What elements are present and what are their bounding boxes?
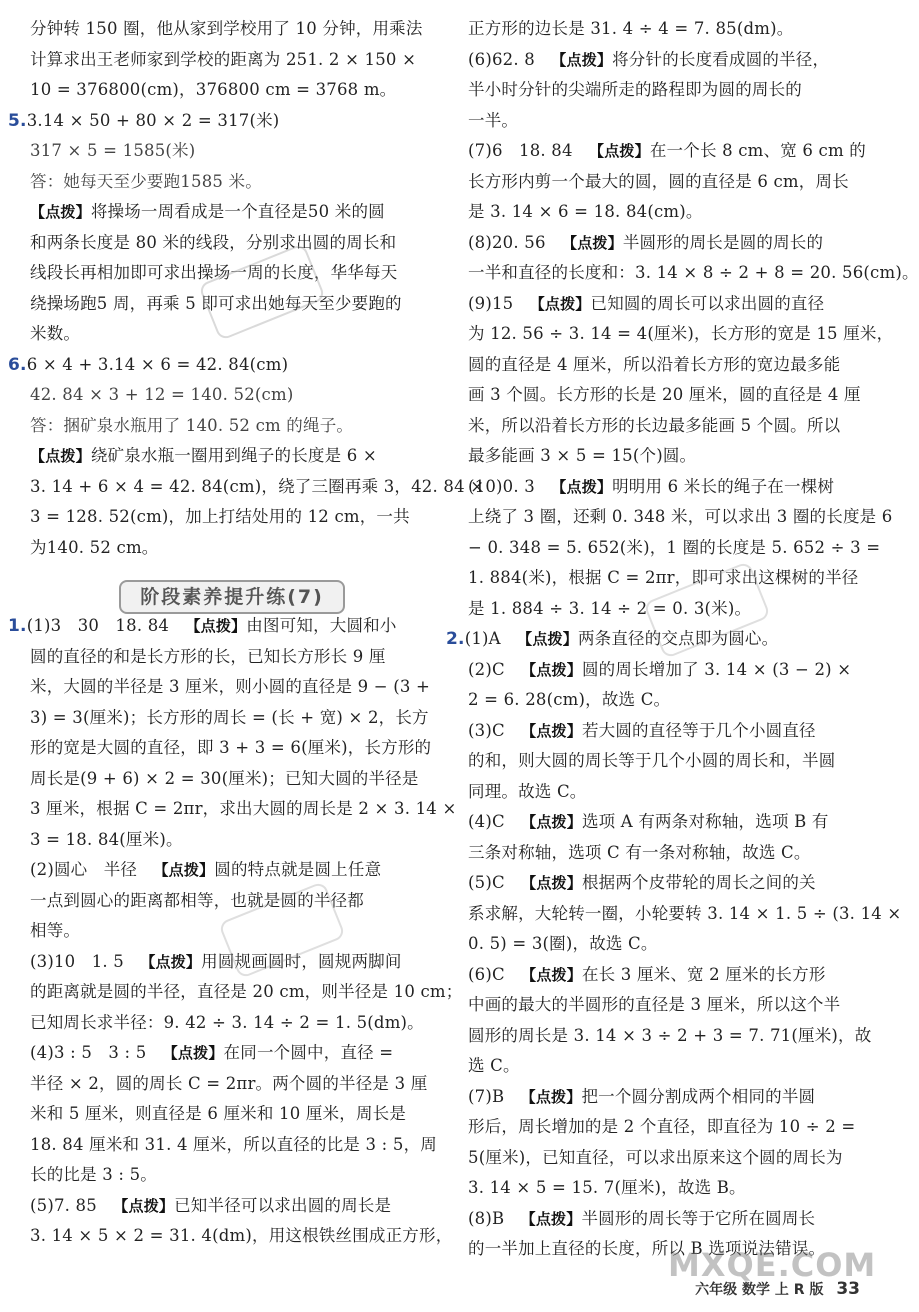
- hint-label: 【点拨】: [551, 50, 613, 69]
- text-line: [468, 350, 880, 381]
- text-line: [30, 672, 430, 703]
- line-text: 三条对称轴，选项 C 有一条对称轴，故选 C。: [468, 842, 811, 862]
- line-text: 画 3 个圆。长方形的长是 20 厘米，圆的直径是 4 厘: [468, 385, 861, 404]
- hint-label: 【点拨】: [551, 477, 613, 496]
- line-text: (4)3 : 5 3 : 5: [30, 1043, 163, 1062]
- line-text: (2)圆心 半径: [30, 860, 154, 879]
- text-line: [30, 14, 430, 45]
- text-line: [468, 1143, 880, 1174]
- hint-label: 【点拨】: [520, 1209, 582, 1228]
- line-text: 18. 84 厘米和 31. 4 厘米，所以直径的比是 3 : 5，周: [30, 1134, 437, 1154]
- text-line: [30, 1221, 453, 1252]
- text-line: [30, 886, 430, 917]
- line-text: 周长是(9 + 6) × 2 = 30(厘米)；已知大圆的半径是: [30, 768, 419, 788]
- line-text: 已知周长求半径：9. 42 ÷ 3. 14 ÷ 2 = 1. 5(dm)。: [30, 1012, 424, 1032]
- text-line: [8, 106, 430, 137]
- text-line: [468, 685, 880, 716]
- text-line: [468, 319, 894, 350]
- text-line: [30, 411, 430, 442]
- text-line: [30, 75, 430, 106]
- line-text: 的和，则大圆的周长等于几个小圆的周长和，半圆: [468, 751, 836, 770]
- text-line: [30, 136, 430, 167]
- text-line: [468, 960, 880, 991]
- text-line: [30, 45, 430, 76]
- text-line: [468, 899, 902, 930]
- line-text: 的距离就是圆的半径，直径是 20 cm，则半径是 10 cm；: [30, 982, 463, 1001]
- text-line: [30, 1191, 430, 1222]
- line-text: 中画的最大的半圆形的直径是 3 厘米，所以这个半: [468, 995, 841, 1014]
- hint-label: 【点拨】: [529, 294, 591, 313]
- question-number: 6.: [8, 354, 27, 375]
- hint-label: 【点拨】: [30, 203, 91, 221]
- text-line: [30, 855, 430, 886]
- line-text: 相等。: [30, 921, 81, 940]
- line-text: (9)15: [468, 293, 530, 313]
- line-text: 答：捆矿泉水瓶用了 140. 52 cm 的绳子。: [30, 415, 354, 435]
- line-text: 圆的直径是 4 厘米，所以沿着长方形的宽边最多能: [468, 354, 841, 374]
- text-line: [30, 1038, 430, 1069]
- text-line: [30, 764, 430, 795]
- line-text: 6 × 4 + 3.14 × 6 = 42. 84(cm): [26, 354, 289, 374]
- line-text: 已知圆的周长可以求出圆的直径: [590, 293, 825, 313]
- question-number: 2.: [446, 629, 465, 649]
- line-text: 3 = 18. 84(厘米)。: [30, 829, 183, 849]
- page-number: 33: [836, 1279, 860, 1299]
- text-line: [468, 655, 880, 686]
- line-text: (8)20. 56: [468, 232, 562, 252]
- text-line: [468, 868, 880, 899]
- text-line: [30, 1130, 437, 1161]
- footer-grade-label: 六年级 数学 上 R 版: [695, 1282, 824, 1298]
- line-text: − 0. 348 = 5. 652(米)，1 圈的长度是 5. 652 ÷ 3 =: [468, 537, 881, 557]
- text-line: [8, 350, 430, 381]
- text-line: [468, 1112, 880, 1143]
- line-text: 正方形的边长是 31. 4 ÷ 4 = 7. 85(dm)。: [468, 19, 794, 38]
- line-text: (8)B: [468, 1208, 521, 1228]
- text-line: [30, 1099, 430, 1130]
- line-text: 形的宽是大圆的直径，即 3 + 3 = 6(厘米)，长方形的: [30, 738, 432, 757]
- line-text: 是 1. 884 ÷ 3. 14 ÷ 2 = 0. 3(米)。: [468, 598, 752, 618]
- page-footer: [695, 1275, 860, 1303]
- text-line: [468, 1204, 880, 1235]
- line-text: 圆的特点就是圆上任意: [214, 860, 382, 879]
- line-text: 系求解，大轮转一圈，小轮要转 3. 14 × 1. 5 ÷ (3. 14 ×: [468, 903, 902, 923]
- line-text: 和两条长度是 80 米的线段，分别求出圆的周长和: [30, 232, 397, 252]
- hint-label: 【点拨】: [589, 142, 650, 160]
- text-line: [468, 289, 880, 320]
- text-line: [30, 977, 463, 1008]
- text-line: [468, 716, 880, 747]
- line-text: (7)6 18. 84: [468, 141, 590, 160]
- line-text: 分钟转 150 圈，他从家到学校用了 10 分钟，用乘法: [30, 19, 423, 38]
- text-line: [468, 990, 880, 1021]
- line-text: (1)A: [464, 629, 518, 648]
- line-text: 2 = 6. 28(cm)，故选 C。: [468, 690, 671, 709]
- line-text: 圆形的周长是 3. 14 × 3 ÷ 2 + 3 = 7. 71(厘米)，故: [468, 1025, 872, 1045]
- left-column: [8, 14, 485, 1252]
- text-line: [30, 197, 430, 228]
- text-line: [30, 228, 430, 259]
- line-text: (3)C: [468, 720, 522, 740]
- text-line: [30, 1160, 430, 1191]
- text-line: [468, 258, 919, 289]
- line-text: 的一半加上直径的长度，所以 B 选项说法错误。: [468, 1239, 826, 1258]
- hint-label: 【点拨】: [30, 447, 91, 465]
- line-text: 两条直径的交点即为圆心。: [577, 629, 779, 648]
- text-line: [468, 136, 880, 167]
- line-text: 一半。: [468, 110, 519, 130]
- line-text: 把一个圆分割成两个相同的半圆: [581, 1086, 816, 1106]
- text-line: [468, 228, 880, 259]
- text-line: [30, 533, 430, 564]
- line-text: 在长 3 厘米、宽 2 厘米的长方形: [581, 964, 826, 984]
- line-text: (1)3 30 18. 84: [26, 616, 186, 635]
- hint-label: 【点拨】: [162, 1044, 224, 1062]
- line-text: (10)0. 3: [468, 476, 552, 496]
- hint-label: 【点拨】: [521, 965, 582, 984]
- text-line: [468, 441, 880, 472]
- line-text: 明明用 6 米长的绳子在一棵树: [612, 476, 835, 496]
- site-watermark: MXQE.COM: [668, 1246, 877, 1284]
- line-text: (6)62. 8: [468, 49, 552, 69]
- line-text: (5)C: [468, 873, 522, 892]
- line-text: 一半和直径的长度和：3. 14 × 8 ÷ 2 + 8 = 20. 56(cm)。: [468, 263, 919, 282]
- hint-label: 【点拨】: [521, 874, 582, 892]
- text-line: [468, 106, 880, 137]
- text-line: [468, 14, 880, 45]
- text-line: [30, 167, 430, 198]
- line-text: 已知半径可以求出圆的周长是: [174, 1195, 392, 1215]
- line-text: 3) = 3(厘米)；长方形的周长 = (长 + 宽) × 2，长方: [30, 707, 429, 727]
- line-text: 为140. 52 cm。: [30, 537, 159, 557]
- line-text: 在同一个圆中，直径 =: [223, 1043, 394, 1062]
- line-text: 3. 14 × 5 = 15. 7(厘米)，故选 B。: [468, 1178, 746, 1197]
- line-text: 计算求出王老师家到学校的距离为 251. 2 × 150 ×: [30, 49, 417, 69]
- text-line: [468, 1082, 880, 1113]
- hint-label: 【点拨】: [520, 1087, 582, 1106]
- text-line: [468, 472, 880, 503]
- text-line: [468, 45, 880, 76]
- line-text: 上绕了 3 圈，还剩 0. 348 米，可以求出 3 圈的长度是 6: [468, 507, 893, 526]
- line-text: 选项 A 有两条对称轴，选项 B 有: [581, 812, 829, 831]
- text-line: [468, 380, 880, 411]
- line-text: 3. 14 × 5 × 2 = 31. 4(dm)，用这根铁丝围成正方形，: [30, 1226, 453, 1245]
- line-text: 答：她每天至少要跑1585 米。: [30, 171, 262, 191]
- hint-label: 【点拨】: [153, 861, 215, 879]
- hint-label: 【点拨】: [140, 952, 202, 971]
- line-text: 若大圆的直径等于几个小圆直径: [581, 720, 816, 740]
- line-text: 3. 14 + 6 × 4 = 42. 84(cm)，绕了三圈再乘 3，42. 84 ×: [30, 476, 485, 496]
- line-text: 米和 5 厘米，则直径是 6 厘米和 10 厘米，周长是: [30, 1104, 407, 1123]
- text-line: [468, 1021, 880, 1052]
- line-text: 317 × 5 = 1585(米): [30, 141, 196, 160]
- hint-label: 【点拨】: [562, 233, 623, 252]
- line-text: (5)7. 85: [30, 1195, 114, 1215]
- line-text: 3 厘米，根据 C = 2πr，求出大圆的周长是 2 × 3. 14 ×: [30, 799, 457, 818]
- line-text: (3)10 1. 5: [30, 951, 141, 971]
- line-text: (6)C: [468, 964, 522, 984]
- line-text: 用圆规画圆时，圆规两脚间: [201, 951, 402, 971]
- line-text: 圆的直径的和是长方形的长，已知长方形长 9 厘: [30, 646, 386, 666]
- line-text: 半圆形的周长是圆的周长的: [622, 232, 824, 252]
- line-text: 米，大圆的半径是 3 厘米，则小圆的直径是 9 − (3 +: [30, 677, 431, 696]
- line-text: 1. 884(米)，根据 C = 2πr，即可求出这棵树的半径: [468, 568, 859, 587]
- text-line: [468, 807, 880, 838]
- text-line: [30, 472, 485, 503]
- line-text: (7)B: [468, 1086, 521, 1106]
- line-text: 绕矿泉水瓶一圈用到绳子的长度是 6 ×: [90, 446, 377, 465]
- line-text: 在一个长 8 cm、宽 6 cm 的: [649, 141, 866, 160]
- line-text: 由图可知，大圆和小: [246, 616, 397, 635]
- text-line: [468, 197, 880, 228]
- line-text: 是 3. 14 × 6 = 18. 84(cm)。: [468, 202, 703, 221]
- line-text: 半径 × 2，圆的周长 C = 2πr。两个圆的半径是 3 厘: [30, 1073, 428, 1093]
- text-line: [468, 502, 893, 533]
- hint-label: 【点拨】: [185, 617, 247, 635]
- text-line: [30, 380, 430, 411]
- text-line: [468, 777, 880, 808]
- text-line: [468, 411, 880, 442]
- hint-label: 【点拨】: [517, 630, 578, 648]
- text-line: [30, 502, 430, 533]
- line-text: 5(厘米)，已知直径，可以求出原来这个圆的周长为: [468, 1147, 843, 1167]
- line-text: 绕操场跑5 周，再乘 5 即可求出她每天至少要跑的: [30, 293, 402, 313]
- text-line: [30, 1008, 430, 1039]
- text-line: [468, 1173, 880, 1204]
- text-line: [468, 533, 880, 564]
- line-text: 圆的周长增加了 3. 14 × (3 − 2) ×: [581, 659, 852, 679]
- line-text: (4)C: [468, 812, 522, 831]
- line-text: 0. 5) = 3(圈)，故选 C。: [468, 934, 658, 953]
- question-number: 1.: [8, 616, 27, 636]
- line-text: (2)C: [468, 659, 522, 679]
- text-line: [468, 929, 880, 960]
- line-text: 3 = 128. 52(cm)，加上打结处用的 12 cm，一共: [30, 507, 410, 526]
- section-title-banner: 阶段素养提升练(7): [119, 580, 345, 614]
- line-text: 同理。故选 C。: [468, 781, 587, 801]
- hint-label: 【点拨】: [113, 1196, 175, 1215]
- line-text: 10 = 376800(cm)，376800 cm = 3768 m。: [30, 80, 397, 99]
- line-text: 米，所以沿着长方形的长边最多能画 5 个圆。所以: [468, 415, 841, 435]
- text-line: [30, 794, 457, 825]
- text-line: [30, 825, 430, 856]
- line-text: 选 C。: [468, 1056, 520, 1075]
- line-text: 米数。: [30, 324, 81, 343]
- line-text: 长方形内剪一个最大的圆，圆的直径是 6 cm，周长: [468, 171, 849, 191]
- line-text: 半小时分针的尖端所走的路程即为圆的周长的: [468, 80, 802, 99]
- text-line: [30, 733, 430, 764]
- text-line: [468, 1051, 880, 1082]
- line-text: 最多能画 3 × 5 = 15(个)圆。: [468, 446, 697, 465]
- hint-label: 【点拨】: [521, 813, 582, 831]
- text-line: [468, 75, 880, 106]
- line-text: 一点到圆心的距离都相等，也就是圆的半径都: [30, 890, 364, 910]
- line-text: 线段长再相加即可求出操场一周的长度，华华每天: [30, 263, 398, 282]
- line-text: 将操场一周看成是一个直径是50 米的圆: [90, 202, 385, 221]
- line-text: 42. 84 × 3 + 12 = 140. 52(cm): [30, 385, 294, 404]
- line-text: 长的比是 3 : 5。: [30, 1165, 157, 1184]
- line-text: 为 12. 56 ÷ 3. 14 = 4(厘米)，长方形的宽是 15 厘米，: [468, 324, 894, 343]
- text-line: [30, 703, 430, 734]
- line-text: 将分针的长度看成圆的半径，: [612, 49, 830, 69]
- text-line: [30, 1069, 430, 1100]
- line-text: 根据两个皮带轮的周长之间的关: [581, 873, 816, 892]
- hint-label: 【点拨】: [521, 721, 582, 740]
- text-line: [30, 642, 430, 673]
- text-line: [8, 611, 430, 642]
- text-line: [468, 167, 880, 198]
- question-number: 5.: [8, 110, 27, 131]
- text-line: [468, 563, 880, 594]
- text-line: [468, 746, 880, 777]
- line-text: 3.14 × 50 + 80 × 2 = 317(米): [26, 110, 280, 130]
- line-text: 半圆形的周长等于它所在圆周长: [581, 1208, 816, 1228]
- line-text: 形后，周长增加的是 2 个直径，即直径为 10 ÷ 2 =: [468, 1117, 856, 1136]
- text-line: [468, 838, 880, 869]
- hint-label: 【点拨】: [521, 660, 582, 679]
- text-line: [30, 441, 430, 472]
